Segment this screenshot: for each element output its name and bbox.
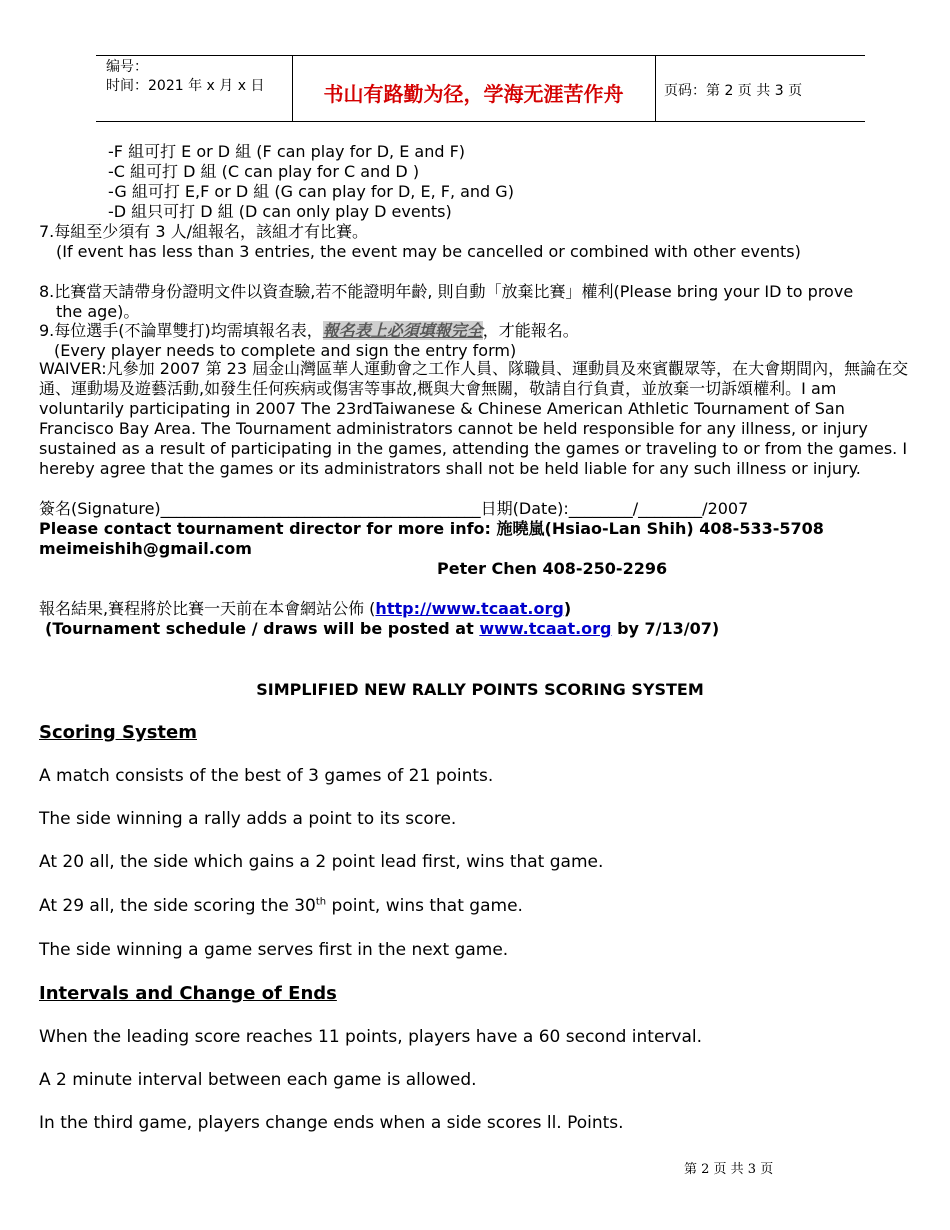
time-label: 时间：2021 年 x 月 x 日 <box>106 78 265 94</box>
results-en-text: (Tournament schedule / draws will be posted at <box>45 619 480 638</box>
rule-9-text-end: ，才能報名。 <box>482 321 579 340</box>
header-page-label: 页码：第 2 页 共 3 页 <box>664 83 803 99</box>
header-bottom-rule <box>96 121 865 122</box>
contact-peter: Peter Chen 408-250-2296 <box>437 559 668 578</box>
scoring-paragraph: The side winning a rally adds a point to its score. <box>39 809 457 829</box>
rule-7: 7.每組至少須有 3 人/組報名，該組才有比賽。 <box>39 222 369 241</box>
header-meta <box>106 58 264 96</box>
rule-9-text: 9.每位選手(不論單雙打)均需填報名表， <box>39 321 323 340</box>
section-title: SIMPLIFIED NEW RALLY POINTS SCORING SYSTEM <box>256 680 704 699</box>
results-zh-close: ) <box>563 599 572 618</box>
intervals-paragraph: A 2 minute interval between each game is allowed. <box>39 1070 477 1090</box>
header-top-rule <box>96 55 865 56</box>
scoring-paragraph: The side winning a game serves first in the next game. <box>39 940 509 960</box>
results-notice-zh <box>39 599 571 619</box>
rule-9-en: (Every player needs to complete and sign the entry form) <box>54 341 517 360</box>
scoring-paragraph <box>39 896 523 916</box>
scoring-heading: Scoring System <box>39 722 197 743</box>
rule-9-highlight: 報名表上必須填報完全 <box>322 321 483 340</box>
waiver-paragraph: WAIVER:凡參加 2007 第 23 屆金山灣區華人運動會之工作人員、隊職員、運動員及來賓觀眾等，在大會期間內，無論在交通、運動場及遊藝活動,如發生任何疾病或傷害等事故,概與大會無關，敬請自行負責，並放棄一切訴頌權利。I am voluntarily participating in 2007 The 23rdTaiwanese & Chinese American Athletic Tournament of San Francisco Bay Area. The Tournament administrators cannot be held responsible for any illness, or injury sustained as a result of participating in the games, attending the games or traveling to or from the games. I hereby agree that the games or its administrators shall not be held liable for any such illness or injury. <box>39 359 909 478</box>
results-zh-text: 報名結果,賽程將於比賽一天前在本會網站公佈 ( <box>39 599 376 618</box>
intervals-paragraph: In the third game, players change ends when a side scores ll. Points. <box>39 1113 624 1133</box>
scoring-text-end: point, wins that game. <box>326 896 523 916</box>
intervals-paragraph: When the leading score reaches 11 points, players have a 60 second interval. <box>39 1027 702 1047</box>
group-rule: -F 組可打 E or D 組 (F can play for D, E and F) <box>108 142 466 161</box>
rule-9 <box>39 321 579 341</box>
page-footer: 第 2 页 共 3 页 <box>684 1162 774 1177</box>
rule-7-en: (If event has less than 3 entries, the event may be cancelled or combined with other events) <box>56 242 801 261</box>
contact-line: Please contact tournament director for more info: 施曉嵐(Hsiao-Lan Shih) 408-533-5708 <box>39 519 824 538</box>
contact-email: meimeishih@gmail.com <box>39 539 252 558</box>
tcaat-link[interactable]: http://www.tcaat.org <box>375 599 564 618</box>
results-notice-en <box>45 619 719 639</box>
scoring-text: At 29 all, the side scoring the 30 <box>39 896 316 916</box>
ordinal-suffix: th <box>315 896 327 908</box>
intervals-heading: Intervals and Change of Ends <box>39 983 337 1004</box>
tcaat-link[interactable]: www.tcaat.org <box>479 619 612 638</box>
number-label: 编号： <box>106 59 148 75</box>
group-rule: -C 組可打 D 組 (C can play for C and D ) <box>108 162 420 181</box>
header-motto: 书山有路勤为径，学海无涯苦作舟 <box>323 82 624 106</box>
scoring-paragraph: A match consists of the best of 3 games of 21 points. <box>39 766 494 786</box>
group-rule: -G 組可打 E,F or D 組 (G can play for D, E, F, and G) <box>108 182 514 201</box>
results-en-text-end: by 7/13/07) <box>611 619 720 638</box>
rule-8-cont: the age)。 <box>56 302 140 321</box>
group-rule: -D 組只可打 D 組 (D can only play D events) <box>108 202 452 221</box>
scoring-paragraph: At 20 all, the side which gains a 2 point lead first, wins that game. <box>39 852 604 872</box>
header-divider <box>655 55 656 122</box>
signature-line: 簽名(Signature)________________________________________日期(Date):________/________/2007 <box>39 499 749 518</box>
rule-8: 8.比賽當天請帶身份證明文件以資查驗,若不能證明年齡, 則自動「放棄比賽」權利(Please bring your ID to prove <box>39 282 854 301</box>
